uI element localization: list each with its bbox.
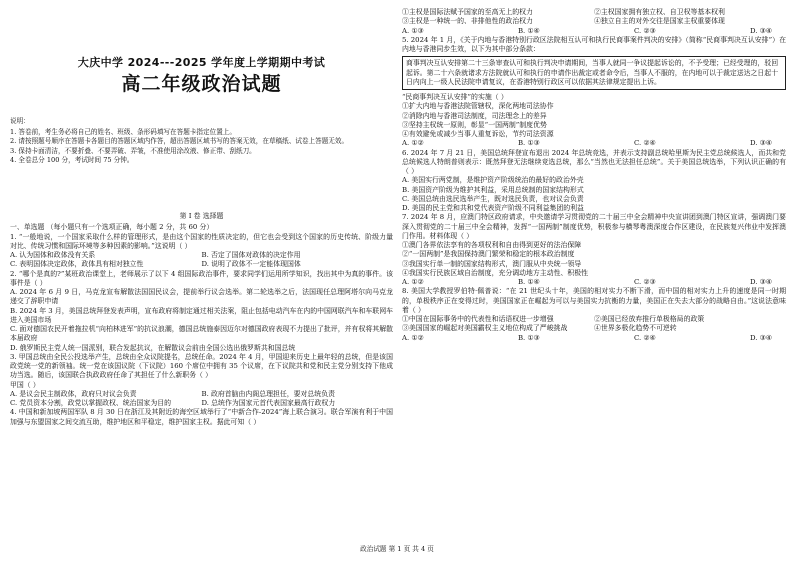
option: A. 美国实行两党制，是维护资产阶级统治的最好的政治外壳 [402,176,584,185]
choice: A. ①② [402,333,424,342]
choice: D. ③④ [749,139,772,148]
page-footer: 政治试题 第 1 页 共 4 页 [360,545,434,553]
option: C. 表明国体决定政体，政体具有相对独立性 [10,260,144,269]
choice: B. ①④ [517,278,540,287]
statement: ②美国已经放弃推行单极格局的政策 [594,315,705,324]
option: ③主权是一种统一的、非排他性的政治权力 [402,17,533,26]
statement: ④我国实行民族区域自治制度，充分调动地方主动性、积极性 [402,268,589,277]
option: B. 政府首脑由内阁总理担任，要对总统负责 [201,389,335,398]
option: B. 美国资产阶级为维护其利益，采用总统制的国家结构形式 [402,185,584,194]
statement: ①扩大内地与香港法院管辖权，深化两地司法协作 [402,102,554,111]
choice: B. ①③ [517,333,540,342]
option-row [10,251,393,260]
instruction-item: 4. 全卷总分 100 分，考试时间 75 分钟。 [10,156,134,164]
answer-choices [402,334,786,343]
instruction-item: 3. 保持卡面清洁，不要折叠、不要弄破、弄皱，不准使用涂改液、修正带、刮纸刀。 [10,146,256,155]
option: A. 2024 年 6 月 9 日，马克龙宣布解散法国国民议会，提前举行议会选举。第二轮选举之后，法国现任总理阿塔尔向马克龙递交了辞职申请 [10,288,393,306]
option-row [10,260,393,269]
statement: ②“一国两制”是我国保持澳门繁荣和稳定的根本政治制度 [402,250,575,259]
option: ④独立自主的对外交往是国家主权重要体现 [594,17,725,26]
question-stem: 4. 中国和新加坡两国军队 8 月 30 日在浙江及其附近的海空区域举行了“中新合作-2024”海上联合演习。联合军演有利于中国加强与东盟国家之间交流互助，维护地区和平稳定，维护国家主权。据此可知（ ） [10,408,393,426]
question-line: “民商事判决互认安排”的实施（ ） [402,93,508,102]
volume-heading: 第 I 卷 选择题 [179,212,224,220]
option-row [402,17,786,26]
material-box: 商事判决互认安排第二十三条审查认可和执行判决申请期间，当事人就同一争议提起诉讼的，不予受理；已经受理的，驳回起诉。第二十六条就诸求方法院就认可和执行的申请作出裁定或者命令后，当事人不服的，在内地可以于裁定送达之日起十日内向上一级人民法院申请复议，在香港特别行政区可以依据其法律规定提出上诉。 [402,56,786,90]
answer-choices [402,27,786,36]
option: A. 是议会民主制政体，政府只对议会负责 [10,389,137,398]
instructions [10,117,393,166]
choice: D. ③④ [749,26,772,35]
choice: C. ②③ [633,278,656,287]
option: ①主权是国际法赋予国家的至高无上的权力 [402,8,533,16]
instruction-item: 2. 请按照题号顺序在答题卡各题目的答题区域内作答，超出答题区域书写的答案无效，在草稿纸、试卷上答题无效。 [10,137,349,145]
exam-title: 高二年级政治试题 [121,73,282,95]
choice: C. ②④ [633,139,656,148]
option: C. 美国总统由选民选举产生，既对选民负责，也对议会负责 [402,194,584,203]
option-row [402,8,786,17]
question-stem: 8. 美国大学教授罗伯特·佩普说：“在 21 世纪头十年，美国的相对实力不断下滑，而中国的相对实力上升的速度是同一时期的，单极秩序正在变得过时，美国国家正在崛起为可以与美国实力抗衡的力量，美国正在失去大部分的战略自由。”这说法意味着（ ） [402,287,786,314]
statement: ④有效避免或减少当事人重复诉讼，节约司法资源 [402,130,554,139]
question-line: 甲国（ ） [10,380,40,389]
option: A. 认为国体和政体没有关系 [10,251,96,259]
option: D. 美国的民主党和共和党代表资产阶级不同利益集团的利益 [402,204,584,213]
choice: D. ③④ [749,333,772,342]
answer-choices [402,278,786,287]
statement: ①中国在国际事务中的代表性和话语权进一步增强 [402,315,554,324]
option-row [402,324,786,333]
instructions-label: 说明： [10,117,30,125]
option-row [402,315,786,324]
choice: A. ①② [402,278,424,287]
choice: A. ①② [402,139,424,148]
choice: C. ②③ [633,26,656,35]
choice: A. ①③ [402,26,424,35]
option: B. 否定了国体对政体的决定作用 [201,251,301,259]
option: C. 面对德国农民开着拖拉机“向柏林进军”的抗议浪潮，德国总统施泰因迈尔对德国政府表现不力提出了批评，并有权将其解散本届政府 [10,325,393,343]
question-stem: 1. “一般地说，一个国家采取什么样的管理形式，是由这个国家的性质决定的，但它也会受到这个国家的历史传统、阶级力量对比、传统习惯和国际环境等多种因素的影响。”这说明（ ） [10,232,393,250]
question-stem: 5. 2024 年 1 月，《关于内地与香港特别行政区法院相互认可和执行民商事案件判决的安排》（简称“民商事判决互认安排”）在内地与香港同步生效，以下为其中部分条款： [402,35,786,53]
statement: ③坚持主权统一原则，彰显“一国两制”制度优势 [402,120,547,129]
left-column [10,0,393,561]
choice: B. ①③ [517,139,540,148]
option: D. 说明了政体不一定能体现国体 [201,260,301,269]
option: D. 俄罗斯民主党人统一国派别，联合发起抗议，在解散议会前由全国公选出俄罗斯共和国总统 [10,343,296,352]
choice: B. ①④ [517,26,540,35]
school-heading: 大庆中学 2024---2025 学年度上学期期中考试 [77,56,326,69]
option: D. 总统作为国家元首代表国家最高行政权力 [201,399,336,407]
section-intro: 一、单选题 （每小题只有一个选项正确，每小题 2 分，共 60 分） [10,223,214,232]
question-stem: 2. “哪个是真的?”某班政治课堂上，老师展示了以下 4 组国际政治事件，要求同学们运用所学知识，找出其中为真的事件。该事件是（ ） [10,269,393,287]
statement: ②消除内地与香港司法制度，司法理念上的差异 [402,111,547,120]
option: B. 2024 年 3 月，美国总统拜登发表声明，宣布政府将制定通过相关法案，阻止包括电动汽车在内的中国网联汽车和车联网车进入美国市场 [10,306,393,324]
statement: ④世界多极化趋势不可逆转 [594,324,677,333]
option: C. 党员资本分割，政党以掌握政权、统治国家为目的 [10,399,171,407]
statement: ①澳门各界依法享有的各项权利和自由得到更好的法治保障 [402,241,582,250]
question-stem: 7. 2024 年 8 月，应澳门特区政府请求，中央邀请学习贯彻党的二十届三中全会精神中央宣讲团到澳门特区宣讲，强调澳门要深入贯彻党的二十届三中全会精神，发挥“一国两制”制度优势，积极参与横琴粤澳深度合作区建设，在民族复兴伟业中发挥澳门作用。材料体现（ ） [402,213,786,240]
right-body [402,8,786,343]
instruction-item: 1. 答卷前，考生务必将自己的姓名、班级、条形码填写在答题卡指定位置上。 [10,127,236,136]
option-row [10,390,393,399]
choice: C. ②④ [633,333,656,342]
option: ②主权国家拥有独立权、自卫权等基本权利 [594,8,725,16]
statement: ③美国国家的崛起对美国霸权主义地位构成了严峻挑战 [402,324,568,333]
answer-choices [402,139,786,148]
option-row [10,399,393,408]
statement: ③我国实行单一制的国家结构形式，澳门服从中央统一领导 [402,259,582,268]
left-body [10,212,393,427]
question-stem: 3. 甲国总统由全民公投选举产生，总统由全众议院提名，总统任命。2024 年 4 月，甲国迎来历史上最年轻的总统，但是该国政党统一党的新领袖。统一党在该国议院（下议院）160 个席位中拥有 35 个议席，在下议院共和党和民主党分别支持下他成功当选。随后，该国联合执政政府任命了其担任了什么新职务（ ） [10,352,393,380]
choice: D. ③④ [749,278,772,287]
right-column [402,0,786,561]
question-stem: 6. 2024 年 7 月 21 日，美国总统拜登宣布退出 2024 年总统竞选，并表示支持副总统哈里斯为民主党总统候选人，而共和党总统候选人特朗普则表示：既然拜登无法继续竞选总统，那么“当然也无法担任总统”。关于美国总统选举，下列认识正确的有（ ） [402,148,786,176]
